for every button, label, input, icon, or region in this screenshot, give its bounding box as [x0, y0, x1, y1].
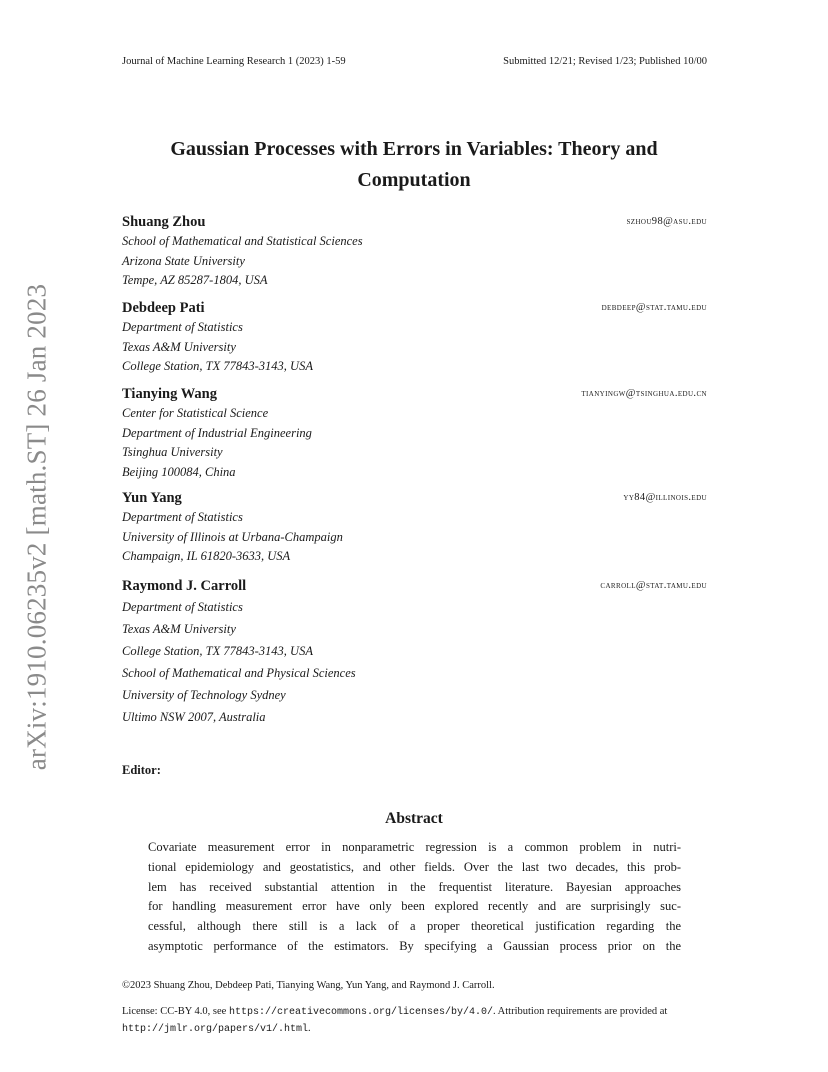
author-block: [122, 212, 707, 291]
author-block: [122, 576, 707, 728]
title-line: Gaussian Processes with Errors in Variables: Theory and: [170, 138, 658, 160]
license-prefix: License: CC-BY 4.0, see: [122, 1006, 229, 1017]
author-name: Tianying Wang: [122, 386, 217, 402]
author-name: Raymond J. Carroll: [122, 578, 247, 594]
abstract-line: Covariate measurement error in nonparametric regression is a common problem in nutri-: [148, 840, 681, 854]
abstract-line: asymptotic performance of the estimators. By specifying a Gaussian process prior on the: [148, 938, 681, 953]
affiliation-line: Department of Statistics: [122, 510, 243, 524]
author-name: Yun Yang: [122, 490, 182, 506]
author-email: debdeep@stat.tamu.edu: [601, 302, 707, 313]
affiliation-line: Texas A&M University: [122, 622, 236, 636]
author-email: yy84@illinois.edu: [623, 492, 707, 503]
paper-title: [100, 134, 728, 196]
abstract-heading: Abstract: [385, 810, 443, 827]
title-line: Computation: [357, 169, 471, 191]
affiliation-line: Tsinghua University: [122, 445, 223, 459]
author-email: tianyingw@tsinghua.edu.cn: [581, 388, 707, 399]
author-email: carroll@stat.tamu.edu: [600, 580, 707, 591]
affiliation-line: School of Mathematical and Physical Sciences: [122, 666, 356, 680]
affiliation-line: Tempe, AZ 85287-1804, USA: [122, 273, 268, 287]
affiliation-line: College Station, TX 77843-3143, USA: [122, 644, 313, 658]
author-block: [122, 384, 707, 482]
arxiv-stamp: arXiv:1910.06235v2 [math.ST] 26 Jan 2023: [21, 283, 52, 771]
abstract-line: for handling measurement error have only been explored recently and are surprisingly suc-: [148, 899, 681, 914]
journal-header: Journal of Machine Learning Research 1 (2023) 1-59: [122, 56, 346, 67]
license-notice: [122, 1004, 710, 1038]
abstract-body: [148, 838, 681, 957]
affiliation-line: Texas A&M University: [122, 339, 236, 354]
affiliation-line: Arizona State University: [122, 253, 245, 268]
affiliation-line: Center for Statistical Science: [122, 406, 269, 420]
affiliation-line: Beijing 100084, China: [122, 464, 236, 479]
author-name: Shuang Zhou: [122, 214, 206, 230]
affiliation-line: School of Mathematical and Statistical Sciences: [122, 234, 363, 248]
affiliation-line: Champaign, IL 61820-3633, USA: [122, 549, 291, 563]
editor-label: Editor:: [122, 763, 161, 777]
license-link[interactable]: https://creativecommons.org/licenses/by/4.0/: [228, 1007, 493, 1018]
affiliation-line: University of Illinois at Urbana-Champaign: [122, 529, 343, 544]
affiliation-line: University of Technology Sydney: [122, 688, 286, 702]
affiliation-line: Department of Statistics: [122, 320, 243, 334]
affiliation-line: Ultimo NSW 2007, Australia: [122, 710, 266, 724]
abstract-line: lem has received substantial attention in the frequentist literature. Bayesian approaches: [148, 879, 681, 894]
license-suffix: .: [308, 1023, 311, 1034]
author-name: Debdeep Pati: [122, 300, 205, 316]
abstract-line: tional epidemiology and geostatistics, and other fields. Over the last two decades, this prob-: [148, 859, 681, 874]
affiliation-line: College Station, TX 77843-3143, USA: [122, 359, 313, 373]
jmlr-link[interactable]: http://jmlr.org/papers/v1/.html: [122, 1024, 309, 1035]
affiliation-line: Department of Statistics: [122, 600, 243, 614]
abstract-line: cessful, although there still is a lack of a proper theoretical justification regarding the: [148, 919, 681, 934]
affiliation-line: Department of Industrial Engineering: [122, 425, 312, 440]
license-middle: . Attribution requirements are provided at: [492, 1006, 668, 1017]
author-email: szhou98@asu.edu: [626, 216, 707, 227]
copyright-notice: ©2023 Shuang Zhou, Debdeep Pati, Tianying Wang, Yun Yang, and Raymond J. Carroll.: [122, 980, 495, 991]
submission-dates: Submitted 12/21; Revised 1/23; Published 10/00: [503, 56, 707, 67]
author-block: [122, 488, 707, 567]
author-block: [122, 298, 707, 377]
